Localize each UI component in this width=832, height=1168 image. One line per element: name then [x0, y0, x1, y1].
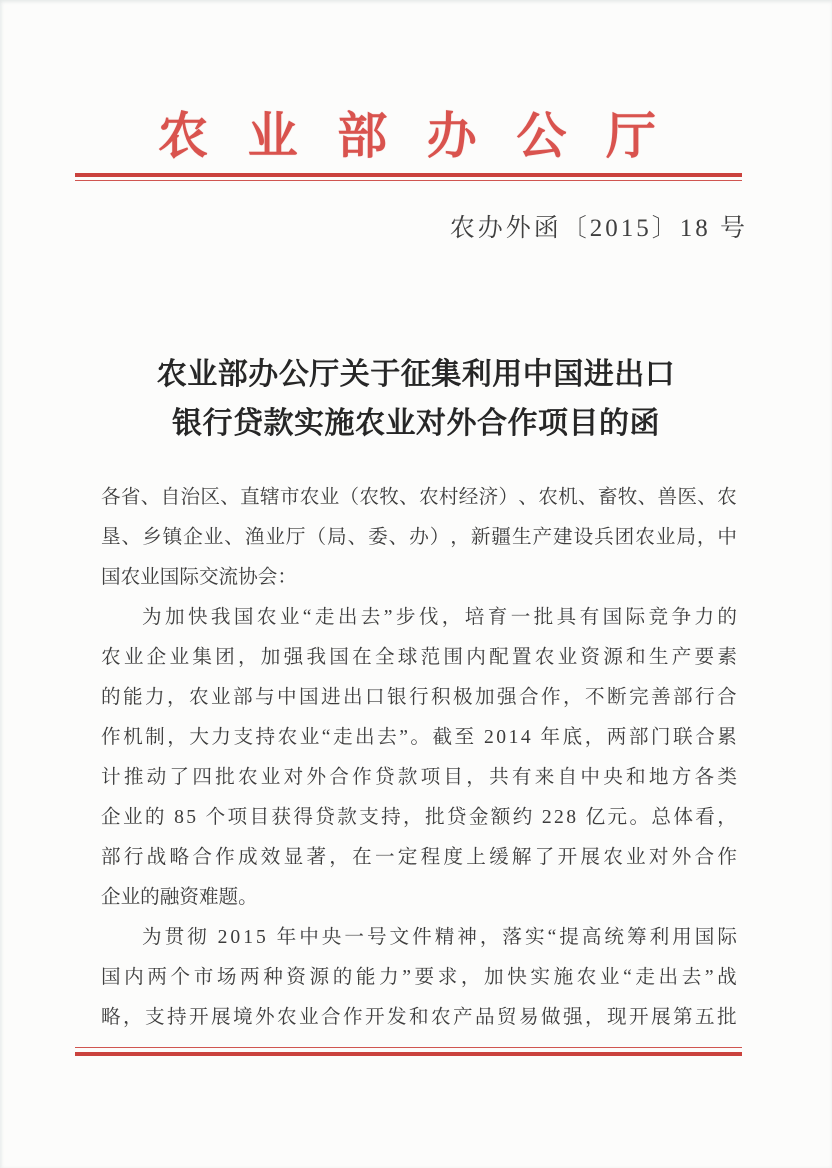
paragraph-1-line: 企业的融资难题。 — [101, 887, 258, 908]
paragraph-1-line: 的 能 力 ， 农 业 部 与 中 国 进 出 口 银 行 积 极 加 强 合 作 ， 不 断 完 善 部 行 合 — [101, 687, 737, 708]
document-title — [0, 350, 832, 448]
paragraph-1-line: 作 机 制 ， 大 力 支 持 农 业 “ 走 出 去 ” 。 截 至 2 0 1 4 年 底 ， 两 部 门 联 合 累 — [101, 727, 737, 748]
document-body — [101, 478, 737, 1038]
document-title-line-1: 农业部办公厅关于征集利用中国进出口 — [156, 358, 676, 391]
header-rule-thin — [75, 180, 742, 181]
document-title-line-2: 银行贷款实施农业对外合作项目的函 — [172, 407, 660, 440]
footer-rule-thick — [75, 1052, 742, 1056]
paragraph-2-line: 国 内 两 个 市 场 两 种 资 源 的 能 力 ” 要 求 ， 加 快 实 施 农 业 “ 走 出 去 ” 战 — [101, 967, 737, 988]
paragraph-1-line: 为 加 快 我 国 农 业 “ 走 出 去 ” 步 伐 ， 培 育 一 批 具 有 国 际 竞 争 力 的 — [142, 607, 737, 628]
addressee-line: 国农业国际交流协会： — [101, 567, 297, 588]
header-rule-thick — [75, 173, 742, 177]
document-number: 农办外函〔2015〕18 号 — [449, 215, 748, 242]
paragraph-1-line: 计 推 动 了 四 批 农 业 对 外 合 作 贷 款 项 目 ， 共 有 来 自 中 央 和 地 方 各 类 — [101, 767, 737, 788]
footer-rule-thin — [75, 1047, 742, 1048]
paragraph-1-line: 农 业 企 业 集 团 ， 加 强 我 国 在 全 球 范 围 内 配 置 农 业 资 源 和 生 产 要 素 — [101, 647, 737, 668]
paragraph-1-line: 部 行 战 略 合 作 成 效 显 著 ， 在 一 定 程 度 上 缓 解 了 开 展 农 业 对 外 合 作 — [101, 847, 737, 868]
letterhead-title: 农 业 部 办 公 厅 — [158, 108, 656, 164]
paragraph-2-line: 为 贯 彻 2 0 1 5 年 中 央 一 号 文 件 精 神 ， 落 实 “ 提 高 统 筹 利 用 国 际 — [142, 927, 737, 948]
addressee-line: 垦 、 乡 镇 企 业 、 渔 业 厅 （ 局 、 委 、 办 ） ， 新 疆 生 产 建 设 兵 团 农 业 局 ， 中 — [101, 527, 737, 548]
paragraph-1-line: 企 业 的 8 5 个 项 目 获 得 贷 款 支 持 ， 批 贷 金 额 约 2 2 8 亿 元 。 总 体 看 ， — [101, 807, 737, 828]
paragraph-2-line: 略 ， 支 持 开 展 境 外 农 业 合 作 开 发 和 农 产 品 贸 易 做 强 ， 现 开 展 第 五 批 — [101, 1007, 737, 1028]
addressee-line: 各 省 、 自 治 区 、 直 辖 市 农 业 （ 农 牧 、 农 村 经 济 ） 、 农 机 、 畜 牧 、 兽 医 、 农 — [101, 487, 737, 508]
